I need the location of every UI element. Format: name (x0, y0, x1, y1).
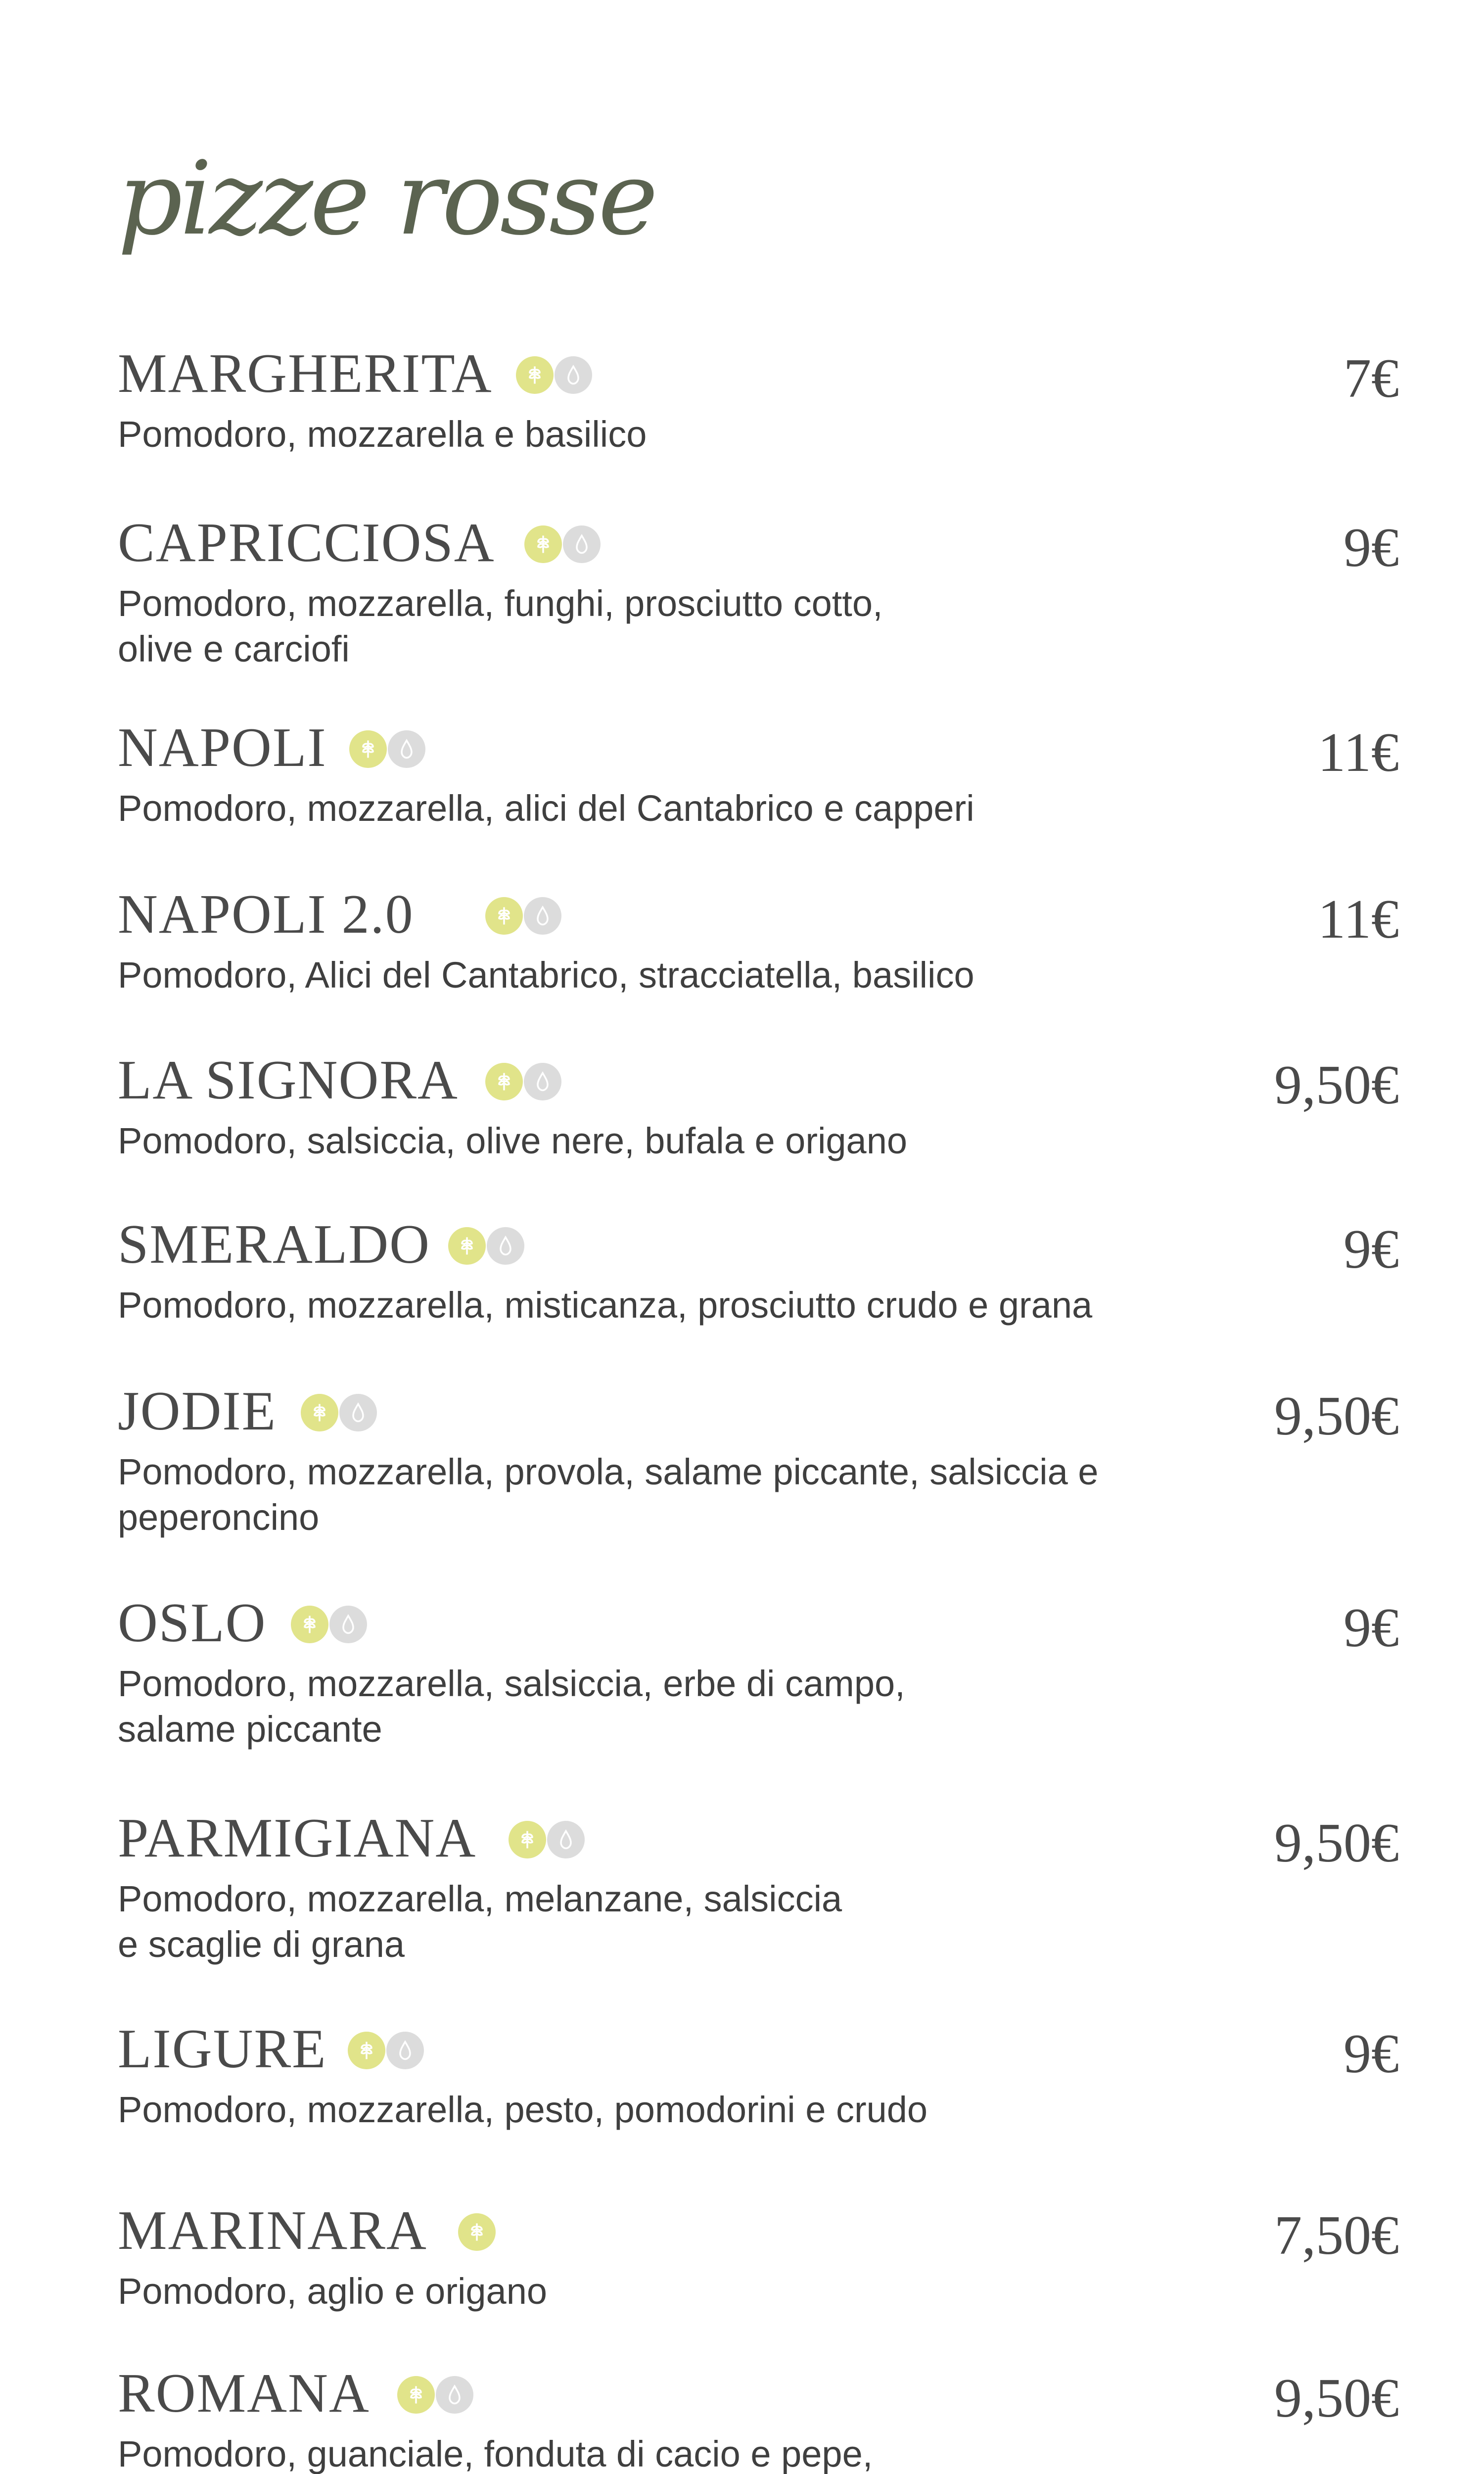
menu-item-napoli (118, 711, 1399, 831)
item-name: JODIE (118, 1380, 277, 1442)
item-description (118, 1283, 1206, 1328)
allergen-badges (348, 2032, 425, 2069)
item-description (118, 2269, 1206, 2314)
item-description (118, 2087, 1206, 2133)
menu-item-jodie (118, 1374, 1399, 1540)
description-line: Pomodoro, mozzarella, provola, salame piccante, salsiccia e (118, 1451, 1099, 1492)
allergen-badges (509, 1821, 586, 1858)
description-line: Pomodoro, aglio e origano (118, 2271, 548, 2312)
wheat-icon (448, 1227, 486, 1265)
allergen-badges (397, 2376, 474, 2414)
allergen-badges (349, 730, 426, 768)
allergen-badges (485, 1063, 562, 1100)
menu-item-parmigiana (118, 1801, 1399, 1967)
wheat-icon (397, 2376, 435, 2414)
item-price: 9,50€ (1274, 1812, 1399, 1874)
item-price: 11€ (1318, 889, 1399, 950)
item-price: 9,50€ (1274, 1054, 1399, 1116)
milk-drop-icon (436, 2376, 473, 2414)
description-line: Pomodoro, salsiccia, olive nere, bufala e origano (118, 1120, 908, 1161)
description-line: Pomodoro, guanciale, fonduta di cacio e pepe, (118, 2433, 873, 2474)
description-line: Pomodoro, mozzarella e basilico (118, 414, 647, 455)
description-line: Pomodoro, mozzarella, pesto, pomodorini e crudo (118, 2089, 928, 2130)
wheat-icon (291, 1606, 328, 1643)
item-price: 9€ (1344, 1219, 1399, 1280)
milk-drop-icon (339, 1394, 377, 1431)
description-line: Pomodoro, mozzarella, funghi, prosciutto cotto, (118, 583, 883, 624)
milk-drop-icon (524, 1063, 561, 1100)
item-description (118, 786, 1206, 831)
description-line: Pomodoro, mozzarella, melanzane, salsiccia (118, 1878, 842, 1919)
item-price: 9€ (1344, 2023, 1399, 2085)
allergen-badges (301, 1394, 378, 1431)
item-name: MARINARA (118, 2200, 427, 2261)
wheat-icon (301, 1394, 338, 1431)
milk-drop-icon (524, 897, 561, 935)
menu-item-ligure (118, 2012, 1399, 2133)
wheat-icon (524, 525, 562, 563)
menu-item-marinara (118, 2193, 1399, 2314)
item-name: LIGURE (118, 2018, 327, 2080)
item-description (118, 581, 1206, 672)
item-price: 7€ (1344, 348, 1399, 409)
allergen-badges (524, 525, 602, 563)
item-name: LA SIGNORA (118, 1049, 459, 1111)
item-description (118, 412, 1206, 457)
item-price: 9€ (1344, 517, 1399, 578)
milk-drop-icon (386, 2032, 424, 2069)
menu-item-capricciosa (118, 506, 1399, 672)
page-title: pizze rosse (118, 140, 655, 258)
description-line: peperoncino (118, 1497, 320, 1538)
allergen-badges (516, 356, 593, 394)
item-name: ROMANA (118, 2363, 370, 2424)
milk-drop-icon (388, 730, 425, 768)
item-description (118, 1876, 1206, 1967)
allergen-badges (485, 897, 562, 935)
wheat-icon (485, 1063, 523, 1100)
milk-drop-icon (555, 356, 592, 394)
menu-item-romana (118, 2356, 1399, 2474)
allergen-badges (458, 2213, 497, 2251)
allergen-badges (448, 1227, 525, 1265)
menu-item-smeraldo (118, 1207, 1399, 1328)
item-description (118, 1449, 1206, 1540)
wheat-icon (516, 356, 554, 394)
item-name: SMERALDO (118, 1214, 431, 1275)
menu-item-napoli-2 (118, 877, 1399, 998)
menu-item-la-signora (118, 1043, 1399, 1164)
description-line: Pomodoro, Alici del Cantabrico, stracciatella, basilico (118, 954, 974, 996)
allergen-badges (291, 1606, 368, 1643)
item-name: MARGHERITA (118, 343, 493, 404)
item-name: CAPRICCIOSA (118, 512, 495, 573)
item-name: NAPOLI 2.0 (118, 884, 414, 945)
item-price: 9€ (1344, 1597, 1399, 1659)
description-line: Pomodoro, mozzarella, salsiccia, erbe di campo, (118, 1663, 905, 1704)
description-line: Pomodoro, mozzarella, alici del Cantabrico e capperi (118, 788, 974, 829)
item-name: NAPOLI (118, 717, 327, 778)
wheat-icon (509, 1821, 546, 1858)
item-price: 7,50€ (1274, 2205, 1399, 2266)
wheat-icon (349, 730, 387, 768)
wheat-icon (485, 897, 523, 935)
item-price: 9,50€ (1274, 1385, 1399, 1447)
item-description (118, 1661, 1206, 1752)
description-line: olive e carciofi (118, 628, 350, 669)
milk-drop-icon (563, 525, 601, 563)
milk-drop-icon (487, 1227, 524, 1265)
item-name: OSLO (118, 1592, 267, 1654)
item-name: PARMIGIANA (118, 1808, 477, 1869)
description-line: e scaglie di grana (118, 1924, 405, 1965)
milk-drop-icon (329, 1606, 367, 1643)
description-line: Pomodoro, mozzarella, misticanza, prosciutto crudo e grana (118, 1285, 1093, 1326)
wheat-icon (348, 2032, 385, 2069)
item-description (118, 952, 1206, 998)
description-line: salame piccante (118, 1709, 382, 1750)
item-price: 11€ (1318, 722, 1399, 783)
wheat-icon (458, 2213, 496, 2251)
item-price: 9,50€ (1274, 2368, 1399, 2429)
milk-drop-icon (547, 1821, 585, 1858)
menu-item-oslo (118, 1586, 1399, 1752)
item-description (118, 2431, 1206, 2474)
item-description (118, 1118, 1206, 1164)
menu-item-margherita (118, 336, 1399, 457)
